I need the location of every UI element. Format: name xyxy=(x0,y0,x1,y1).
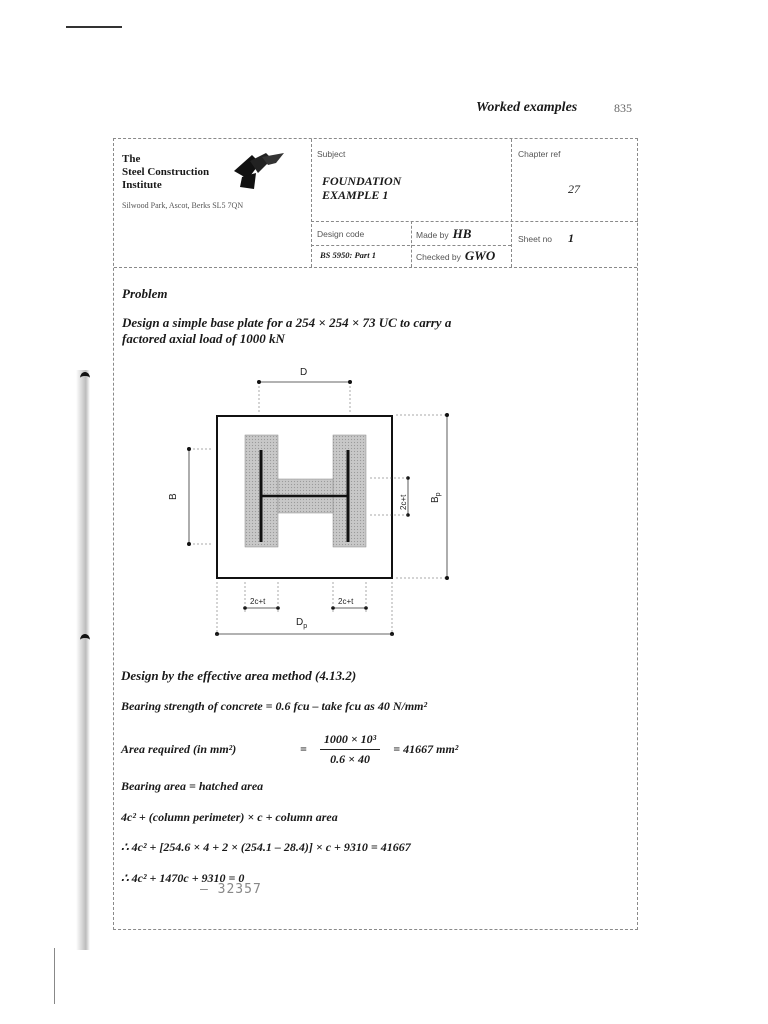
method-heading: Design by the effective area method (4.13.2) xyxy=(121,668,357,683)
dim-label-Bp: $B_p$ xyxy=(430,492,442,503)
formula-line-2: ∴ 4c² + [254.6 × 4 + 2 × (254.1 – 28.4)] × c + 9310 = 41667 xyxy=(121,840,411,854)
area-required-line: Area required (in mm²) = $\frac{\text{1000 × 10³}}{0.6 \times 40}$ = 41667 mm² xyxy=(121,732,459,766)
institute-logo-icon xyxy=(232,151,288,191)
base-plate-diagram xyxy=(170,360,470,650)
scan-artifact-line xyxy=(66,26,122,28)
edge-mark xyxy=(80,372,90,384)
formula-line-1: 4c² + (column perimeter) × c + column area xyxy=(121,810,338,824)
header-divider xyxy=(411,221,413,267)
header-divider xyxy=(311,139,313,267)
institute-name: The Steel Construction Institute xyxy=(122,153,210,191)
dim-label-D: D xyxy=(300,367,308,378)
sheet-no: Sheet no 1 xyxy=(518,231,575,245)
checked-by: Checked by GWO xyxy=(416,248,496,263)
edge-mark xyxy=(80,634,90,646)
handwritten-note: – 32357 xyxy=(200,882,262,897)
header-divider xyxy=(114,267,637,269)
subject-label: Subject xyxy=(317,149,346,159)
dim-label-2c-t-left: 2c+t xyxy=(250,597,266,606)
problem-statement: Design a simple base plate for a 254 × 254 × 73 UC to carry a factored axial load of 1000 kN xyxy=(122,315,452,346)
bearing-strength-line: Bearing strength of concrete = 0.6 fcu – take fcu as 40 N/mm² xyxy=(121,699,428,713)
made-by: Made by HB xyxy=(416,226,472,241)
edge-line xyxy=(54,948,55,1004)
dim-label-Dp: $D_p$ xyxy=(296,617,308,630)
formula-line-3: ∴ 4c² + 1470c + 9310 = 0 xyxy=(121,871,245,885)
chapter-ref-label: Chapter ref xyxy=(518,149,561,159)
subject-value: FOUNDATION EXAMPLE 1 xyxy=(322,174,402,202)
problem-heading: Problem xyxy=(122,286,168,301)
dim-label-2c-t-right: 2c+t xyxy=(338,597,354,606)
chapter-ref-value: 27 xyxy=(568,182,580,196)
header-divider xyxy=(511,139,513,267)
dim-label-B: B xyxy=(168,493,179,500)
running-head-title: Worked examples xyxy=(476,100,578,115)
page-number: 835 xyxy=(614,101,632,115)
institute-address: Silwood Park, Ascot, Berks SL5 7QN xyxy=(122,201,244,210)
binding-shadow xyxy=(76,370,90,950)
bearing-area-line: Bearing area = hatched area xyxy=(121,779,264,793)
design-code-label: Design code xyxy=(317,229,365,239)
dim-label-2c-t-vertical: 2c+t xyxy=(399,494,408,510)
header-divider xyxy=(311,221,638,223)
design-code-value: BS 5950: Part 1 xyxy=(320,250,376,260)
